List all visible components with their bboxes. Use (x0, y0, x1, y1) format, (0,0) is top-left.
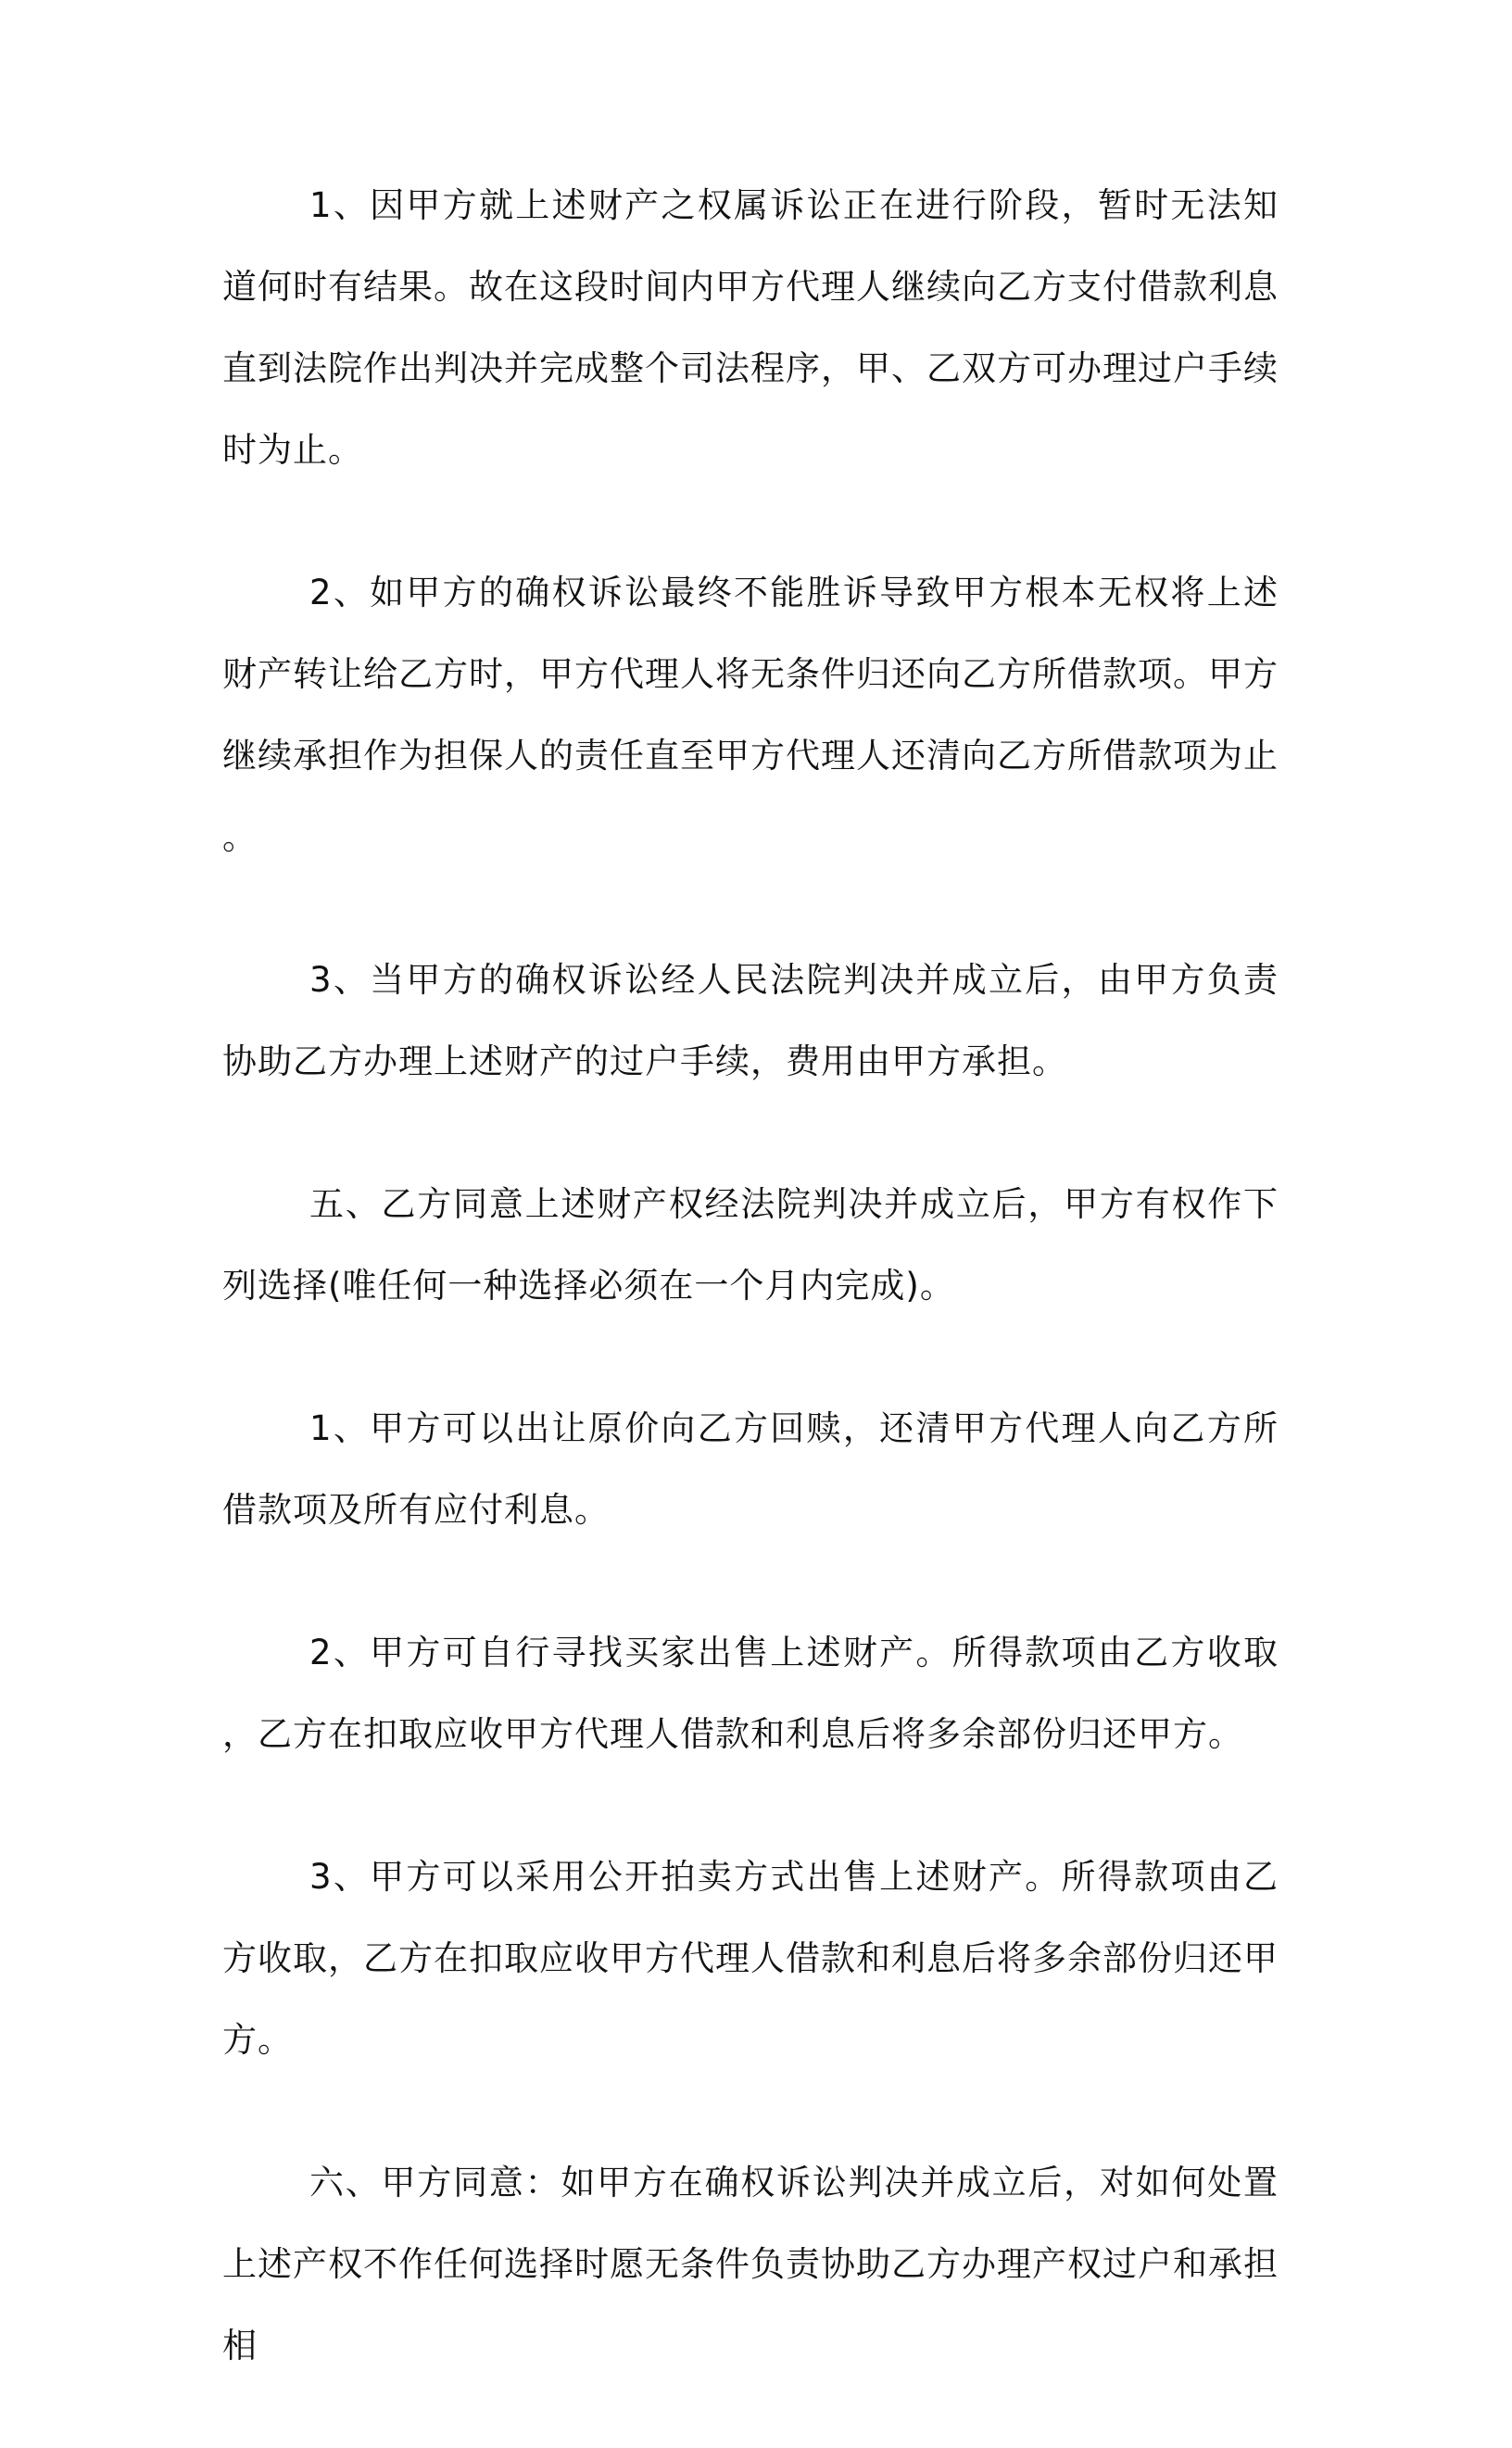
paragraph-clause-3: 3、当甲方的确权诉讼经人民法院判决并成立后，由甲方负责协助乙方办理上述财产的过户手续，费用由甲方承担。 (222, 960, 1279, 1081)
paragraph-section-5-option-1: 1、甲方可以出让原价向乙方回赎，还清甲方代理人向乙方所借款项及所有应付利息。 (222, 1408, 1279, 1530)
document-body (222, 165, 1279, 2448)
paragraph-clause-1: 1、因甲方就上述财产之权属诉讼正在进行阶段，暂时无法知道何时有结果。故在这段时间内甲方代理人继续向乙方支付借款利息直到法院作出判决并完成整个司法程序，甲、乙双方可办理过户手续时为止。 (222, 185, 1279, 470)
paragraph-section-5-option-3: 3、甲方可以采用公开拍卖方式出售上述财产。所得款项由乙方收取，乙方在扣取应收甲方代理人借款和利息后将多余部份归还甲方。 (222, 1857, 1279, 2060)
paragraph-section-5: 五、乙方同意上述财产权经法院判决并成立后，甲方有权作下列选择(唯任何一种选择必须在一个月内完成)。 (222, 1184, 1279, 1306)
paragraph-clause-2: 2、如甲方的确权诉讼最终不能胜诉导致甲方根本无权将上述财产转让给乙方时，甲方代理人将无条件归还向乙方所借款项。甲方继续承担作为担保人的责任直至甲方代理人还清向乙方所借款项为止。 (222, 573, 1279, 857)
paragraph-section-5-option-2: 2、甲方可自行寻找买家出售上述财产。所得款项由乙方收取，乙方在扣取应收甲方代理人借款和利息后将多余部份归还甲方。 (222, 1633, 1279, 1754)
paragraph-section-6: 六、甲方同意：如甲方在确权诉讼判决并成立后，对如何处置上述产权不作任何选择时愿无条件负责协助乙方办理产权过户和承担相 (222, 2163, 1279, 2366)
